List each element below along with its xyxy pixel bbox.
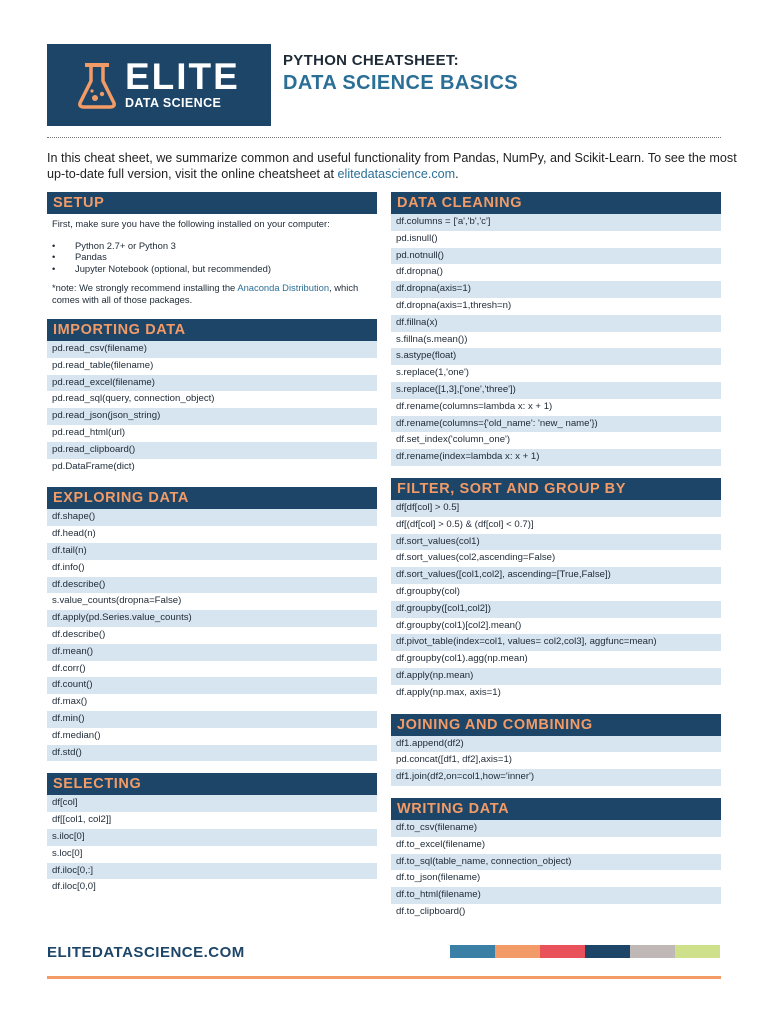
section-gap — [391, 702, 721, 714]
flask-icon — [77, 61, 117, 109]
selecting-section — [47, 773, 377, 896]
code-row: df.describe() — [47, 627, 377, 644]
code-row: df.count() — [47, 677, 377, 694]
section-heading: EXPLORING DATA — [47, 487, 377, 509]
code-row: s.replace(1,'one') — [391, 365, 721, 382]
code-row: df.to_html(filename) — [391, 887, 721, 904]
exploring-data-section — [47, 487, 377, 761]
code-row: pd.read_clipboard() — [47, 442, 377, 459]
code-row: pd.read_csv(filename) — [47, 341, 377, 358]
color-swatch — [495, 945, 540, 958]
code-row: df.rename(columns=lambda x: x + 1) — [391, 399, 721, 416]
left-sections — [47, 319, 377, 896]
code-row: df.sort_values([col1,col2], ascending=[True,False]) — [391, 567, 721, 584]
filter-sort-and-group-by-section — [391, 478, 721, 702]
code-row: df.pivot_table(index=col1, values= col2,col3], aggfunc=mean) — [391, 634, 721, 651]
right-sections — [391, 192, 721, 921]
section-gap — [47, 475, 377, 487]
code-row: df.corr() — [47, 661, 377, 678]
code-row: df.apply(np.max, axis=1) — [391, 685, 721, 702]
section-heading: IMPORTING DATA — [47, 319, 377, 341]
code-row: df.groupby(col) — [391, 584, 721, 601]
code-list — [47, 341, 377, 475]
code-row: df.rename(index=lambda x: x + 1) — [391, 449, 721, 466]
page-title: DATA SCIENCE BASICS — [283, 72, 519, 94]
setup-list-item: • Pandas — [52, 251, 372, 263]
footer-rule — [47, 976, 721, 979]
code-row: df.fillna(x) — [391, 315, 721, 332]
code-row: s.replace([1,3],['one','three']) — [391, 382, 721, 399]
intro-link[interactable]: elitedatascience.com — [337, 167, 456, 181]
code-row: df.sort_values(col1) — [391, 534, 721, 551]
setup-section — [47, 192, 377, 305]
code-row: df[[col1, col2]] — [47, 812, 377, 829]
code-row: df.describe() — [47, 577, 377, 594]
setup-list-item: • Jupyter Notebook (optional, but recommended) — [52, 263, 372, 275]
writing-data-section — [391, 798, 721, 921]
color-swatch — [630, 945, 675, 958]
code-row: df[df[col] > 0.5] — [391, 500, 721, 517]
code-row: df.to_sql(table_name, connection_object) — [391, 854, 721, 871]
code-row: df.groupby(col1).agg(np.mean) — [391, 651, 721, 668]
code-row: df.sort_values(col2,ascending=False) — [391, 550, 721, 567]
setup-box — [47, 214, 377, 305]
code-row: df.info() — [47, 560, 377, 577]
section-heading: WRITING DATA — [391, 798, 721, 820]
setup-note-end: , which comes with all of those packages. — [52, 282, 359, 305]
code-row: df.tail(n) — [47, 543, 377, 560]
section-heading: DATA CLEANING — [391, 192, 721, 214]
code-row: pd.concat([df1, df2],axis=1) — [391, 752, 721, 769]
code-row: pd.read_excel(filename) — [47, 375, 377, 392]
code-row: df.to_excel(filename) — [391, 837, 721, 854]
setup-lead: First, make sure you have the following installed on your computer: — [52, 218, 330, 229]
section-heading: SELECTING — [47, 773, 377, 795]
setup-list — [52, 240, 372, 275]
setup-note-text: *note: We strongly recommend installing the — [52, 282, 238, 293]
code-row: df.apply(np.mean) — [391, 668, 721, 685]
code-row: df.groupby([col1,col2]) — [391, 601, 721, 618]
code-row: df.median() — [47, 728, 377, 745]
code-row: df.std() — [47, 745, 377, 762]
code-list — [47, 509, 377, 761]
dotted-divider — [47, 137, 721, 138]
code-row: df1.join(df2,on=col1,how='inner') — [391, 769, 721, 786]
page-supertitle: PYTHON CHEATSHEET: — [283, 52, 459, 69]
code-row: df.iloc[0,:] — [47, 863, 377, 880]
code-row: df.dropna(axis=1,thresh=n) — [391, 298, 721, 315]
code-row: df.rename(columns={'old_name': 'new_ name'}) — [391, 416, 721, 433]
code-row: s.astype(float) — [391, 348, 721, 365]
code-row: df[col] — [47, 795, 377, 812]
code-list — [391, 820, 721, 921]
code-row: pd.DataFrame(dict) — [47, 459, 377, 476]
section-heading: SETUP — [47, 192, 377, 214]
anaconda-link[interactable]: Anaconda Distribution — [237, 282, 330, 293]
code-row: df1.append(df2) — [391, 736, 721, 753]
logo-subtitle: DATA SCIENCE — [125, 96, 222, 110]
setup-list-item: • Python 2.7+ or Python 3 — [52, 240, 372, 252]
section-gap — [47, 761, 377, 773]
code-row: df.max() — [47, 694, 377, 711]
code-row: df.dropna(axis=1) — [391, 281, 721, 298]
code-row: df.mean() — [47, 644, 377, 661]
color-swatch — [450, 945, 495, 958]
color-swatch — [585, 945, 630, 958]
code-list — [391, 500, 721, 702]
setup-note — [52, 282, 372, 305]
code-list — [47, 795, 377, 896]
code-row: df.dropna() — [391, 264, 721, 281]
logo-block — [47, 44, 271, 126]
code-row: df.head(n) — [47, 526, 377, 543]
code-row: df.iloc[0,0] — [47, 879, 377, 896]
code-row: df.set_index('column_one') — [391, 432, 721, 449]
section-heading: FILTER, SORT AND GROUP BY — [391, 478, 721, 500]
code-row: pd.read_json(json_string) — [47, 408, 377, 425]
section-gap — [391, 786, 721, 798]
right-column — [391, 192, 721, 921]
code-row: pd.read_table(filename) — [47, 358, 377, 375]
code-row: df.to_csv(filename) — [391, 820, 721, 837]
section-heading: JOINING AND COMBINING — [391, 714, 721, 736]
logo-wordmark: ELITE — [125, 56, 240, 97]
code-row: df.to_json(filename) — [391, 870, 721, 887]
code-list — [391, 214, 721, 466]
color-swatches — [450, 945, 720, 958]
color-swatch — [540, 945, 585, 958]
left-column — [47, 192, 377, 896]
code-row: s.iloc[0] — [47, 829, 377, 846]
code-row: pd.read_sql(query, connection_object) — [47, 391, 377, 408]
code-row: pd.read_html(url) — [47, 425, 377, 442]
footer-site-link[interactable]: ELITEDATASCIENCE.COM — [47, 944, 245, 961]
joining-and-combining-section — [391, 714, 721, 786]
code-row: s.value_counts(dropna=False) — [47, 593, 377, 610]
code-row: pd.isnull() — [391, 231, 721, 248]
code-row: df[(df[col] > 0.5) & (df[col] < 0.7)] — [391, 517, 721, 534]
code-row: s.fillna(s.mean()) — [391, 332, 721, 349]
code-row: s.loc[0] — [47, 846, 377, 863]
intro-text: In this cheat sheet, we summarize common and useful functionality from Pandas, NumPy, and Scikit-Learn. To see the most up-to-date full version, visit the online cheatsheet at — [47, 151, 737, 181]
importing-data-section — [47, 319, 377, 475]
code-row: df.apply(pd.Series.value_counts) — [47, 610, 377, 627]
code-list — [391, 736, 721, 786]
section-gap — [391, 466, 721, 478]
code-row: pd.notnull() — [391, 248, 721, 265]
code-row: df.min() — [47, 711, 377, 728]
code-row: df.columns = ['a','b','c'] — [391, 214, 721, 231]
data-cleaning-section — [391, 192, 721, 466]
code-row: df.groupby(col1)[col2].mean() — [391, 618, 721, 635]
intro-paragraph — [47, 150, 737, 182]
code-row: df.shape() — [47, 509, 377, 526]
code-row: df.to_clipboard() — [391, 904, 721, 921]
intro-end: . — [455, 167, 459, 181]
color-swatch — [675, 945, 720, 958]
